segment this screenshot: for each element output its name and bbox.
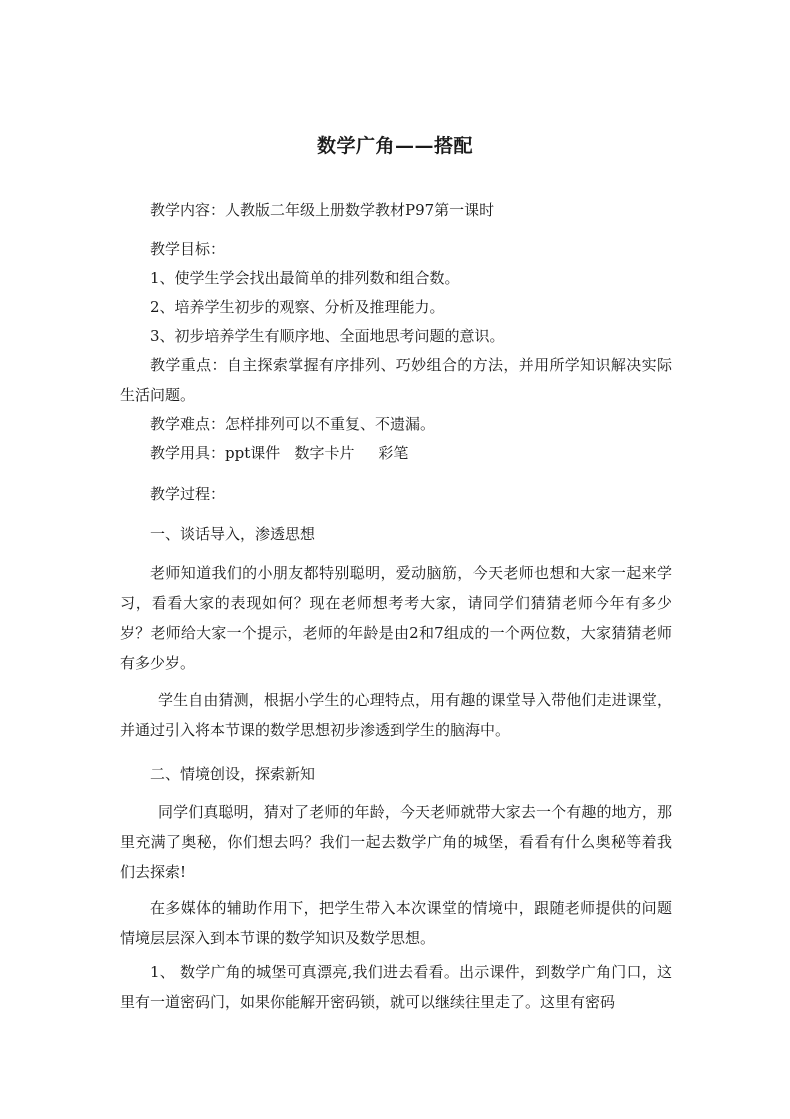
section1-heading: 一、谈话导入，渗透思想 (150, 525, 316, 543)
section2-paragraph-2: 在多媒体的辅助作用下，把学生带入本次课堂的情境中，跟随老师提供的问题情境层层深入到本节课的数学知识及数学思想。 (120, 899, 672, 947)
key-points-paragraph: 教学重点：自主探索掌握有序排列、巧妙组合的方法，并用所学知识解决实际生活问题。 (120, 356, 672, 404)
tools-line: 教学用具：ppt课件 数字卡片 彩笔 (150, 444, 409, 462)
difficulties-line: 教学难点：怎样排列可以不重复、不遗漏。 (150, 415, 436, 433)
section2-paragraph-1: 同学们真聪明，猜对了老师的年龄，今天老师就带大家去一个有趣的地方，那里充满了奥秘，你们想去吗？我们一起去数学广角的城堡，看看有什么奥秘等着我们去探索! (120, 803, 672, 881)
goal-item-3: 3、初步培养学生有顺序地、全面地思考问题的意识。 (150, 327, 505, 345)
goal-item-1: 1、使学生学会找出最简单的排列数和组合数。 (150, 269, 460, 287)
teaching-content-line: 教学内容：人教版二年级上册数学教材P97第一课时 (150, 201, 495, 219)
goal-item-2: 2、培养学生初步的观察、分析及推理能力。 (150, 298, 445, 316)
section2-paragraph-3: 1、 数学广角的城堡可真漂亮,我们进去看看。出示课件，到数学广角门口，这里有一道密码门，如果你能解开密码锁，就可以继续往里走了。这里有密码 (120, 963, 672, 1011)
document-title: 数学广角——搭配 (316, 135, 473, 157)
section1-paragraph-2: 学生自由猜测，根据小学生的心理特点，用有趣的课堂导入带他们走进课堂，并通过引入将本节课的数学思想初步渗透到学生的脑海中。 (120, 691, 672, 739)
section1-paragraph-1: 老师知道我们的小朋友都特别聪明，爱动脑筋，今天老师也想和大家一起来学习，看看大家的表现如何？现在老师想考考大家，请同学们猜猜老师今年有多少岁？老师给大家一个提示，老师的年龄是由2和7组成的一个两位数，大家猜猜老师有多少岁。 (120, 564, 672, 672)
process-heading: 教学过程： (150, 485, 226, 503)
section2-heading: 二、情境创设，探索新知 (150, 765, 316, 783)
goals-heading: 教学目标： (150, 240, 226, 258)
